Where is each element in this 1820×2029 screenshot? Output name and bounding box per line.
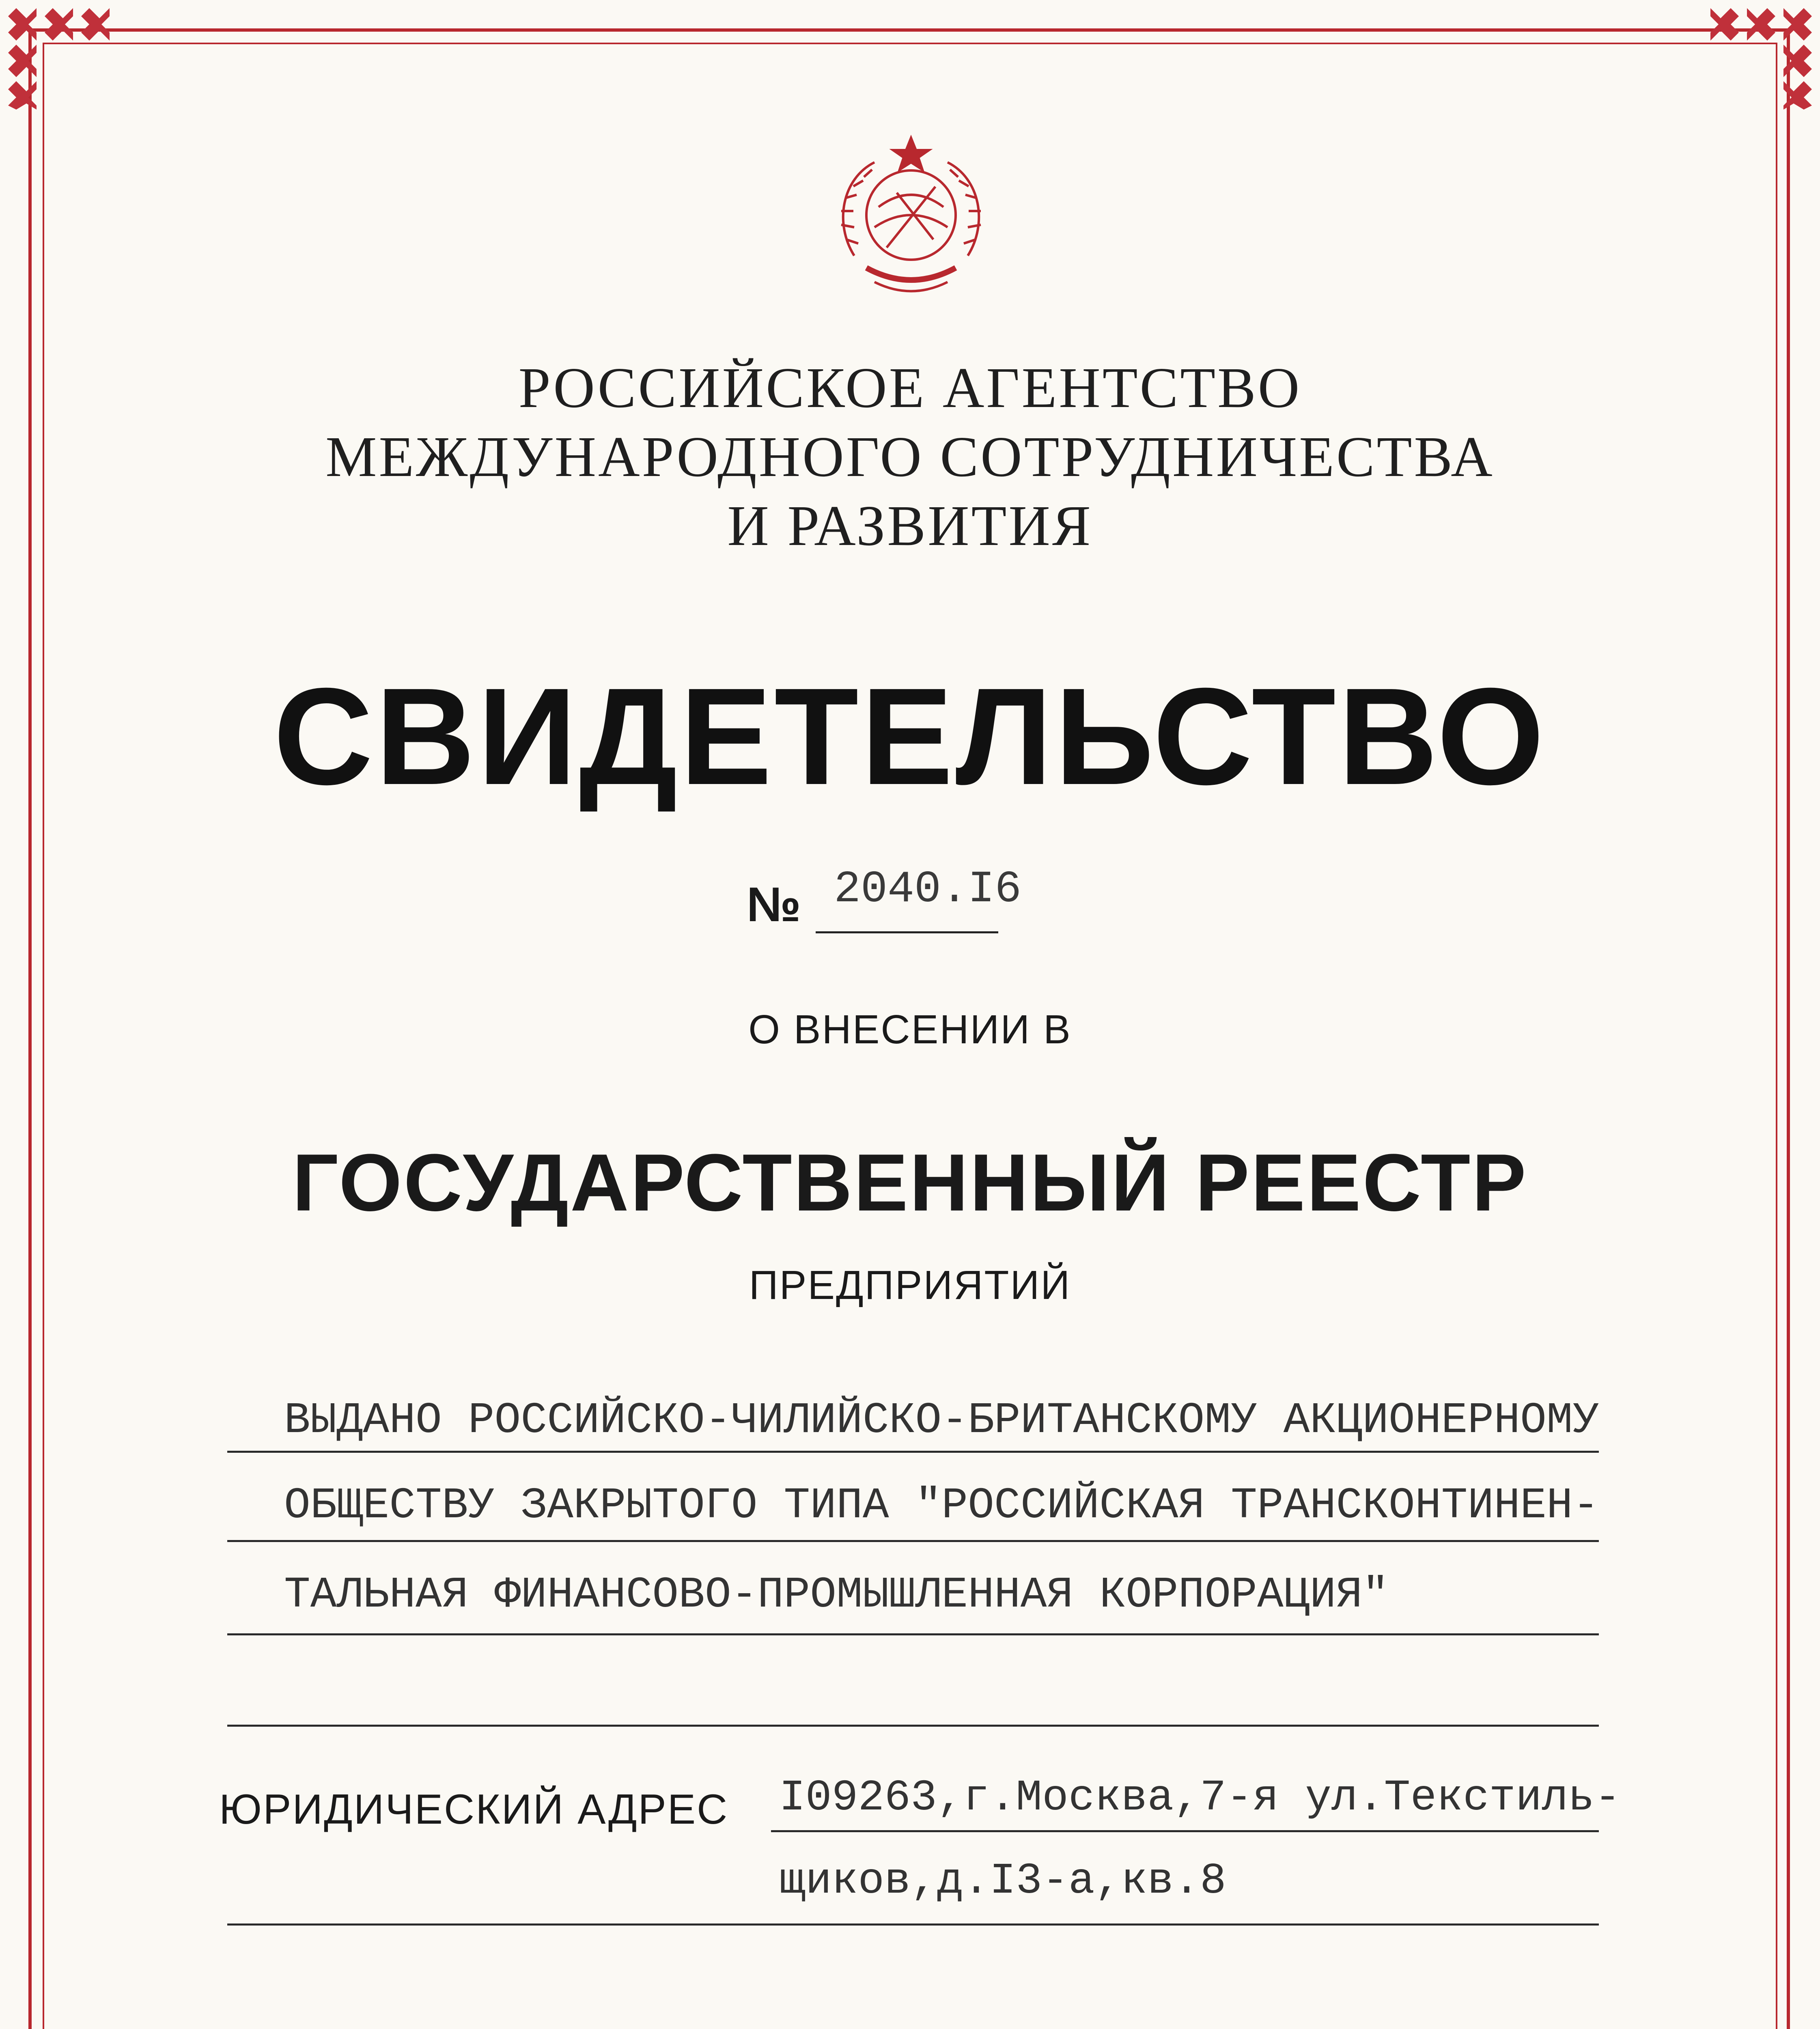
certificate-number	[747, 864, 1112, 941]
agency-line: МЕЖДУНАРОДНОГО СОТРУДНИЧЕСТВА	[325, 424, 1495, 489]
issued-to-line: ТАЛЬНАЯ ФИНАНСОВО-ПРОМЫШЛЕННАЯ КОРПОРАЦИЯ"	[284, 1570, 1389, 1620]
form-rule	[771, 1830, 1599, 1832]
corner-ornament-icon	[1710, 8, 1812, 110]
form-rule	[227, 1725, 1599, 1727]
issued-to-line: ВЫДАНО РОССИЙСКО-ЧИЛИЙСКО-БРИТАНСКОМУ АКЦИОНЕРНОМУ	[284, 1396, 1599, 1445]
enterprises-text: ПРЕДПРИЯТИЙ	[749, 1262, 1071, 1308]
legal-address-line: I09263,г.Москва,7-я ул.Текстиль-	[779, 1773, 1621, 1823]
form-rule	[227, 1923, 1599, 1926]
form-rule	[227, 1540, 1599, 1542]
coat-of-arms-icon	[826, 122, 996, 304]
form-rule	[227, 1633, 1599, 1635]
certificate-number-value: 2040.I6	[834, 864, 1022, 915]
agency-line: И РАЗВИТИЯ	[727, 493, 1093, 558]
legal-address-line: щиков,д.I3-а,кв.8	[779, 1857, 1226, 1906]
form-rule	[227, 1451, 1599, 1453]
agency-name	[0, 353, 1820, 560]
issued-to-line: ОБЩЕСТВУ ЗАКРЫТОГО ТИПА "РОССИЙСКАЯ ТРАНСКОНТИНЕН-	[284, 1481, 1599, 1531]
number-underline	[816, 931, 998, 933]
legal-address-label: ЮРИДИЧЕСКИЙ АДРЕС	[219, 1786, 729, 1833]
registry-title: ГОСУДАРСТВЕННЫЙ РЕЕСТР	[292, 1137, 1528, 1228]
corner-ornament-icon	[8, 8, 110, 110]
document-title: СВИДЕТЕЛЬСТВО	[273, 659, 1547, 814]
number-sign: №	[747, 877, 801, 932]
agency-line: РОССИЙСКОЕ АГЕНТСТВО	[518, 355, 1302, 420]
about-text: О ВНЕСЕНИИ В	[748, 1007, 1072, 1052]
